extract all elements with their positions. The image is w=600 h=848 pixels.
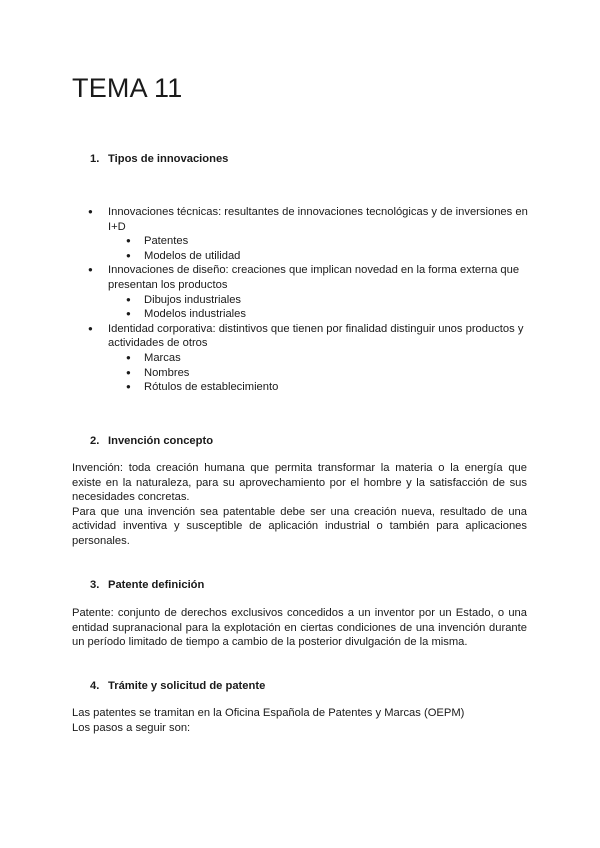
- list-item: ● Innovaciones de diseño: creaciones que implican novedad en la forma externa que presentan los productos: [72, 263, 532, 292]
- invention-definition: [72, 461, 527, 549]
- innovation-types-list: [72, 205, 532, 395]
- sub-list-item: ● Rótulos de establecimiento: [72, 380, 532, 395]
- paragraph: Para que una invención sea patentable debe ser una creación nueva, resultado de una actividad inventiva y susceptible de aplicación industrial o también para aplicaciones personales.: [72, 505, 527, 547]
- section-title: Patente definición: [108, 579, 205, 591]
- section-heading-1: [90, 152, 228, 166]
- paragraph: Patente: conjunto de derechos exclusivos concedidos a un inventor por un Estado, o una entidad supranacional para la explotación en ciertas condiciones de una invención durante un período limitado de tiempo a cambio de la posterior divulgación de la misma.: [72, 607, 527, 649]
- sub-list-item: ● Marcas: [72, 351, 532, 366]
- section-number: 1.: [90, 153, 100, 165]
- paragraph: Invención: toda creación humana que permita transformar la materia o la energía que existe en la naturaleza, para su aprovechamiento por el hombre y la satisfacción de sus necesidades concretas.: [72, 462, 527, 504]
- paragraph: Los pasos a seguir son:: [72, 721, 191, 734]
- section-number: 3.: [90, 579, 100, 591]
- sub-list-item: ● Dibujos industriales: [72, 293, 532, 308]
- section-heading-4: [90, 679, 265, 693]
- section-title: Trámite y solicitud de patente: [108, 680, 266, 692]
- paragraph: Las patentes se tramitan en la Oficina Española de Patentes y Marcas (OEPM): [72, 707, 465, 719]
- section-heading-3: [90, 578, 204, 592]
- list-item: ● Identidad corporativa: distintivos que tienen por finalidad distinguir unos productos y actividades de otros: [72, 322, 532, 351]
- section-title: Tipos de innovaciones: [108, 153, 229, 165]
- sub-list-item: ● Patentes: [72, 234, 532, 249]
- sub-list-item: ● Modelos industriales: [72, 307, 532, 322]
- page-title: TEMA 11: [72, 73, 183, 103]
- patent-procedure: [72, 706, 527, 735]
- section-heading-2: [90, 434, 213, 448]
- sub-list-item: ● Modelos de utilidad: [72, 249, 532, 264]
- section-number: 2.: [90, 435, 100, 447]
- section-number: 4.: [90, 680, 100, 692]
- list-item: ● Innovaciones técnicas: resultantes de innovaciones tecnológicas y de inversiones en I+D: [72, 205, 532, 234]
- patent-definition: [72, 606, 527, 650]
- section-title: Invención concepto: [108, 435, 214, 447]
- sub-list-item: ● Nombres: [72, 366, 532, 381]
